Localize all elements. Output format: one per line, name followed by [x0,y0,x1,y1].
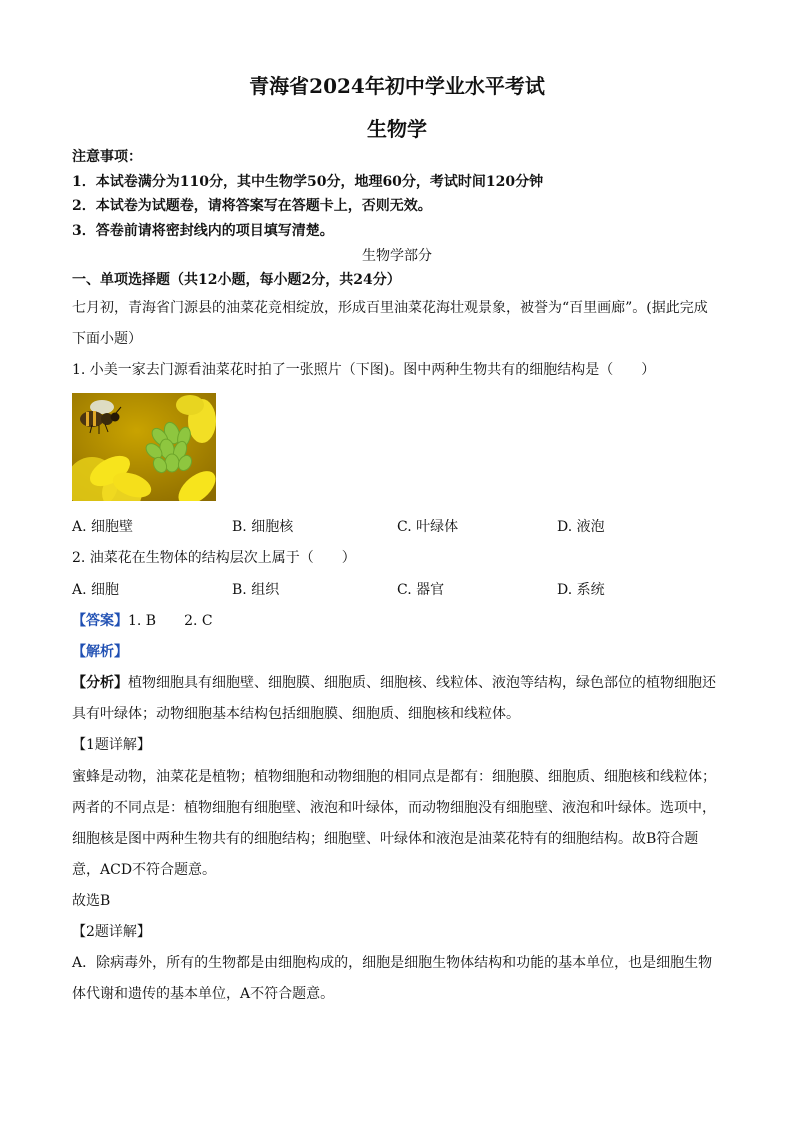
notice-heading: 注意事项： [72,149,142,165]
q2-option-b: B. 组织 [232,582,280,598]
intro-line-1: 七月初，青海省门源县的油菜花竞相绽放，形成百里油菜花海壮观景象，被誉为“百里画廊”。(据此完成 [72,300,708,316]
detail-1-line-2: 两者的不同点是：植物细胞有细胞壁、液泡和叶绿体，而动物细胞没有细胞壁、液泡和叶绿体。选项中， [72,800,716,816]
bee-rapeseed-photo [72,393,216,501]
notice-item-2: 2．本试卷为试题卷，请将答案写在答题卡上，否则无效。 [72,198,432,214]
q1-option-d: D. 液泡 [557,519,605,535]
subject-title: 生物学 [367,117,427,141]
fenxi-line-1 [72,673,732,693]
bee-flower-illustration [72,393,216,501]
q1-option-c: C. 叶绿体 [397,519,459,535]
section-heading: 一、单项选择题（共12小题，每小题2分，共24分） [72,272,401,288]
part-title: 生物学部分 [362,248,432,264]
q2-option-d: D. 系统 [557,582,605,598]
fenxi-text-1: 植物细胞具有细胞壁、细胞膜、细胞质、细胞核、线粒体、液泡等结构，绿色部位的植物细胞还 [128,675,716,691]
detail-1-conclusion: 故选B [72,893,111,909]
detail-2-tag: 【2题详解】 [72,924,151,940]
notice-item-3: 3．答卷前请将密封线内的项目填写清楚。 [72,223,334,239]
answer-line [72,611,732,631]
detail-1-line-1: 蜜蜂是动物，油菜花是植物；植物细胞和动物细胞的相同点是都有：细胞膜、细胞质、细胞核和线粒体； [72,769,716,785]
detail-2-line-1: A．除病毒外，所有的生物都是由细胞构成的，细胞是细胞生物体结构和功能的基本单位，也是细胞生物 [72,955,713,971]
answer-tag: 【答案】 [72,613,128,629]
exam-title: 青海省2024年初中学业水平考试 [249,74,545,98]
q2-option-a: A. 细胞 [72,582,120,598]
q1-option-b: B. 细胞核 [232,519,294,535]
q2-option-c: C. 器官 [397,582,445,598]
analysis-line [72,642,732,662]
fenxi-line-2: 具有叶绿体；动物细胞基本结构包括细胞膜、细胞质、细胞核和线粒体。 [72,706,520,722]
detail-1-line-4: 意，ACD不符合题意。 [72,862,217,878]
fenxi-tag: 【分析】 [72,675,128,691]
question-2-stem: 2. 油菜花在生物体的结构层次上属于（ ） [72,550,356,566]
analysis-tag: 【解析】 [72,644,128,660]
detail-2-line-2: 体代谢和遗传的基本单位，A不符合题意。 [72,986,335,1002]
q1-option-a: A. 细胞壁 [72,519,134,535]
question-1-stem: 1. 小美一家去门源看油菜花时拍了一张照片（下图)。图中两种生物共有的细胞结构是（ ） [72,362,656,378]
answer-text: 1. B 2. C [128,613,213,629]
detail-1-tag: 【1题详解】 [72,737,151,753]
intro-line-2: 下面小题） [72,331,142,347]
notice-item-1: 1．本试卷满分为110分，其中生物学50分，地理60分，考试时间120分钟 [72,174,544,190]
detail-1-line-3: 细胞核是图中两种生物共有的细胞结构；细胞壁、叶绿体和液泡是油菜花特有的细胞结构。故B符合题 [72,831,699,847]
